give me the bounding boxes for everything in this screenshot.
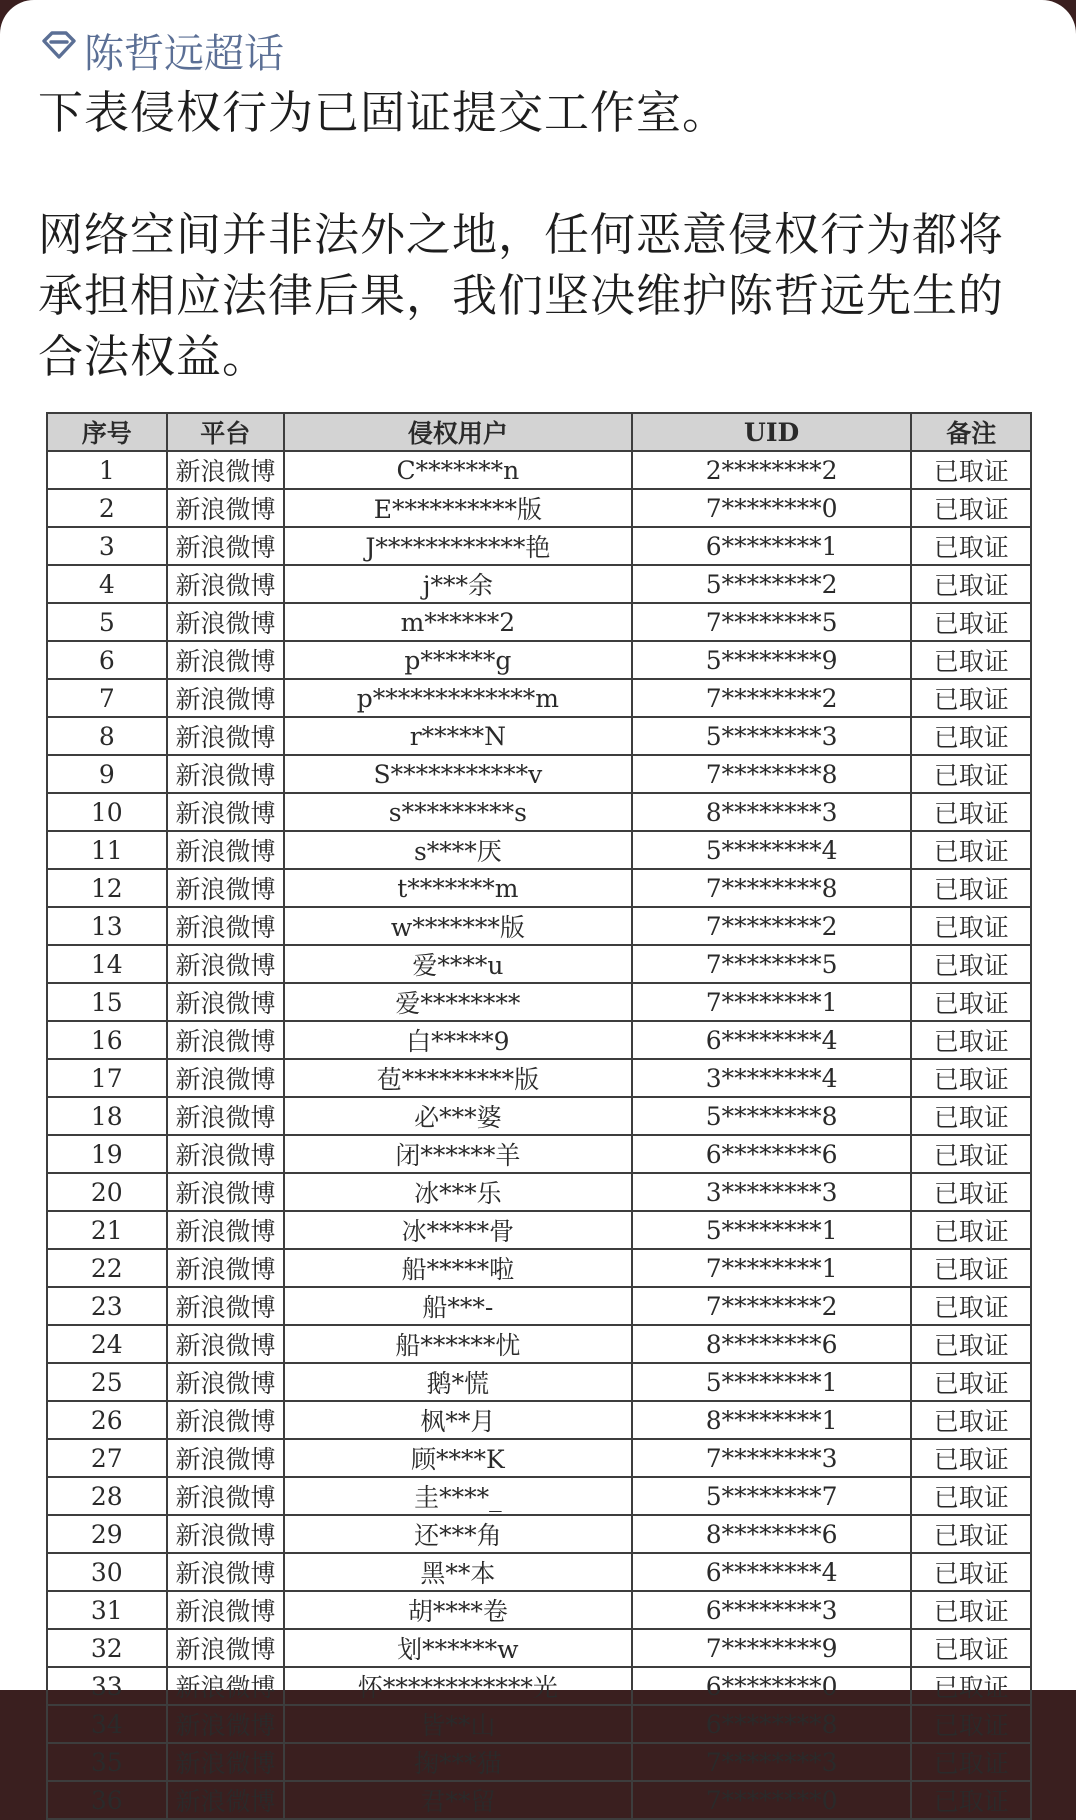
cell-platform: 新浪微博 (167, 1629, 284, 1667)
table-row (47, 1515, 1031, 1553)
table-row (47, 1439, 1031, 1477)
cell-uid: 7********3 (632, 1743, 912, 1781)
table-row (47, 1363, 1031, 1401)
cell-note: 已取证 (911, 1667, 1031, 1705)
cell-note: 已取证 (911, 1097, 1031, 1135)
header-user: 侵权用户 (284, 413, 632, 451)
cell-note: 已取证 (911, 831, 1031, 869)
cell-platform: 新浪微博 (167, 603, 284, 641)
cell-uid: 6********1 (632, 527, 912, 565)
cell-platform: 新浪微博 (167, 1021, 284, 1059)
table-row (47, 717, 1031, 755)
cell-uid: 6********0 (632, 1667, 912, 1705)
cell-user: C*******n (284, 451, 632, 489)
cell-uid: 7********8 (632, 869, 912, 907)
cell-user: j***余 (284, 565, 632, 603)
cell-user: 顾****K (284, 1439, 632, 1477)
cell-user: 船*****啦 (284, 1249, 632, 1287)
cell-uid: 6********8 (632, 1705, 912, 1743)
cell-platform: 新浪微博 (167, 489, 284, 527)
cell-uid: 6********4 (632, 1553, 912, 1591)
cell-index: 29 (47, 1515, 167, 1553)
cell-uid: 2********2 (632, 451, 912, 489)
cell-index: 16 (47, 1021, 167, 1059)
header-uid: UID (632, 413, 912, 451)
cell-user: 冰***乐 (284, 1173, 632, 1211)
cell-index: 3 (47, 527, 167, 565)
table-row (47, 1781, 1031, 1819)
cell-platform: 新浪微博 (167, 1059, 284, 1097)
cell-platform: 新浪微博 (167, 565, 284, 603)
cell-note: 已取证 (911, 1363, 1031, 1401)
cell-index: 10 (47, 793, 167, 831)
cell-user: p*************m (284, 679, 632, 717)
cell-note: 已取证 (911, 869, 1031, 907)
table-row (47, 1249, 1031, 1287)
header-note: 备注 (911, 413, 1031, 451)
cell-uid: 7********0 (632, 489, 912, 527)
cell-index: 5 (47, 603, 167, 641)
cell-user: 君**留 (284, 1781, 632, 1819)
table-row (47, 1705, 1031, 1743)
post-line-1: 下表侵权行为已固证提交工作室。 (38, 86, 729, 139)
cell-note: 已取证 (911, 679, 1031, 717)
cell-note: 已取证 (911, 717, 1031, 755)
cell-index: 30 (47, 1553, 167, 1591)
cell-note: 已取证 (911, 1553, 1031, 1591)
cell-platform: 新浪微博 (167, 1553, 284, 1591)
cell-index: 35 (47, 1743, 167, 1781)
cell-user: 爱******** (284, 983, 632, 1021)
cell-platform: 新浪微博 (167, 1287, 284, 1325)
cell-platform: 新浪微博 (167, 907, 284, 945)
cell-uid: 5********2 (632, 565, 912, 603)
table-row (47, 1629, 1031, 1667)
cell-platform: 新浪微博 (167, 679, 284, 717)
cell-note: 已取证 (911, 1629, 1031, 1667)
cell-user: 苞*********版 (284, 1059, 632, 1097)
cell-platform: 新浪微博 (167, 1515, 284, 1553)
cell-user: r*****N (284, 717, 632, 755)
cell-platform: 新浪微博 (167, 983, 284, 1021)
cell-note: 已取证 (911, 641, 1031, 679)
table-row (47, 1287, 1031, 1325)
cell-user: 圭****_ (284, 1477, 632, 1515)
table-row (47, 1097, 1031, 1135)
cell-uid: 8********1 (632, 1401, 912, 1439)
cell-user: J************艳 (284, 527, 632, 565)
cell-uid: 7********3 (632, 1439, 912, 1477)
cell-index: 18 (47, 1097, 167, 1135)
table-header-row (47, 413, 1031, 451)
table-row (47, 603, 1031, 641)
cell-index: 12 (47, 869, 167, 907)
cell-uid: 5********4 (632, 831, 912, 869)
cell-user: s*********s (284, 793, 632, 831)
cell-platform: 新浪微博 (167, 1135, 284, 1173)
header-platform: 平台 (167, 413, 284, 451)
cell-index: 6 (47, 641, 167, 679)
cell-note: 已取证 (911, 565, 1031, 603)
table-row (47, 1173, 1031, 1211)
cell-uid: 5********1 (632, 1363, 912, 1401)
cell-uid: 7********0 (632, 1781, 912, 1819)
table-row (47, 755, 1031, 793)
cell-user: t*******m (284, 869, 632, 907)
cell-user: 划******w (284, 1629, 632, 1667)
cell-note: 已取证 (911, 451, 1031, 489)
cell-index: 11 (47, 831, 167, 869)
cell-user: 枫**月 (284, 1401, 632, 1439)
cell-user: 怀************光 (284, 1667, 632, 1705)
infringement-table-image[interactable] (46, 412, 1032, 1820)
cell-uid: 8********6 (632, 1515, 912, 1553)
cell-index: 32 (47, 1629, 167, 1667)
cell-uid: 7********8 (632, 755, 912, 793)
cell-index: 34 (47, 1705, 167, 1743)
table-row (47, 1743, 1031, 1781)
cell-uid: 7********1 (632, 1249, 912, 1287)
cell-index: 7 (47, 679, 167, 717)
cell-note: 已取证 (911, 1249, 1031, 1287)
table-row (47, 793, 1031, 831)
cell-uid: 7********2 (632, 1287, 912, 1325)
cell-note: 已取证 (911, 1021, 1031, 1059)
table-row (47, 869, 1031, 907)
cell-platform: 新浪微博 (167, 641, 284, 679)
cell-platform: 新浪微博 (167, 1705, 284, 1743)
cell-user: S***********v (284, 755, 632, 793)
cell-index: 24 (47, 1325, 167, 1363)
table-row (47, 1667, 1031, 1705)
cell-user: 冰*****骨 (284, 1211, 632, 1249)
diamond-icon (38, 24, 84, 76)
table-row (47, 1211, 1031, 1249)
cell-note: 已取证 (911, 489, 1031, 527)
cell-index: 33 (47, 1667, 167, 1705)
cell-index: 27 (47, 1439, 167, 1477)
cell-index: 26 (47, 1401, 167, 1439)
cell-user: 船******忧 (284, 1325, 632, 1363)
cell-index: 8 (47, 717, 167, 755)
table-row (47, 641, 1031, 679)
cell-index: 15 (47, 983, 167, 1021)
cell-uid: 8********6 (632, 1325, 912, 1363)
cell-uid: 8********3 (632, 793, 912, 831)
cell-note: 已取证 (911, 1211, 1031, 1249)
table-row (47, 945, 1031, 983)
cell-user: 黑**本 (284, 1553, 632, 1591)
table-row (47, 1325, 1031, 1363)
cell-user: 白*****9 (284, 1021, 632, 1059)
cell-platform: 新浪微博 (167, 1401, 284, 1439)
table-row (47, 1401, 1031, 1439)
cell-uid: 5********1 (632, 1211, 912, 1249)
cell-user: 闭******羊 (284, 1135, 632, 1173)
cell-index: 31 (47, 1591, 167, 1629)
cell-user: 皆**山 (284, 1705, 632, 1743)
cell-platform: 新浪微博 (167, 1477, 284, 1515)
cell-uid: 3********4 (632, 1059, 912, 1097)
cell-note: 已取证 (911, 793, 1031, 831)
cell-uid: 5********7 (632, 1477, 912, 1515)
topic-link[interactable] (38, 24, 284, 76)
cell-uid: 3********3 (632, 1173, 912, 1211)
cell-user: 船***- (284, 1287, 632, 1325)
cell-platform: 新浪微博 (167, 1097, 284, 1135)
post-body (38, 82, 1048, 387)
cell-note: 已取证 (911, 907, 1031, 945)
cell-platform: 新浪微博 (167, 1439, 284, 1477)
cell-uid: 5********3 (632, 717, 912, 755)
table-row (47, 565, 1031, 603)
cell-platform: 新浪微博 (167, 527, 284, 565)
cell-note: 已取证 (911, 1591, 1031, 1629)
cell-platform: 新浪微博 (167, 1363, 284, 1401)
cell-user: 鹅*慌 (284, 1363, 632, 1401)
table-row (47, 489, 1031, 527)
cell-note: 已取证 (911, 1287, 1031, 1325)
cell-platform: 新浪微博 (167, 1743, 284, 1781)
cell-platform: 新浪微博 (167, 1781, 284, 1819)
cell-platform: 新浪微博 (167, 1249, 284, 1287)
cell-index: 14 (47, 945, 167, 983)
table-row (47, 1591, 1031, 1629)
cell-uid: 7********2 (632, 907, 912, 945)
cell-user: 必***婆 (284, 1097, 632, 1135)
cell-note: 已取证 (911, 1325, 1031, 1363)
cell-user: 胡****卷 (284, 1591, 632, 1629)
cell-platform: 新浪微博 (167, 451, 284, 489)
cell-index: 20 (47, 1173, 167, 1211)
table-row (47, 1553, 1031, 1591)
cell-note: 已取证 (911, 603, 1031, 641)
cell-index: 9 (47, 755, 167, 793)
cell-note: 已取证 (911, 1135, 1031, 1173)
table-row (47, 1477, 1031, 1515)
post-paragraph-2: 网络空间并非法外之地，任何恶意侵权行为都将承担相应法律后果，我们坚决维护陈哲远先生的合法权益。 (38, 208, 1005, 383)
cell-index: 25 (47, 1363, 167, 1401)
table-row (47, 451, 1031, 489)
cell-index: 19 (47, 1135, 167, 1173)
cell-platform: 新浪微博 (167, 1667, 284, 1705)
cell-note: 已取证 (911, 1401, 1031, 1439)
cell-note: 已取证 (911, 1059, 1031, 1097)
cell-uid: 6********4 (632, 1021, 912, 1059)
cell-uid: 7********5 (632, 603, 912, 641)
cell-note: 已取证 (911, 1173, 1031, 1211)
cell-user: E**********版 (284, 489, 632, 527)
cell-note: 已取证 (911, 945, 1031, 983)
cell-platform: 新浪微博 (167, 1211, 284, 1249)
cell-note: 已取证 (911, 1439, 1031, 1477)
cell-index: 21 (47, 1211, 167, 1249)
cell-note: 已取证 (911, 1477, 1031, 1515)
cell-index: 36 (47, 1781, 167, 1819)
cell-note: 已取证 (911, 755, 1031, 793)
cell-platform: 新浪微博 (167, 1591, 284, 1629)
topic-label: 陈哲远超话 (84, 30, 284, 77)
cell-index: 22 (47, 1249, 167, 1287)
cell-platform: 新浪微博 (167, 1173, 284, 1211)
cell-index: 4 (47, 565, 167, 603)
cell-user: s****厌 (284, 831, 632, 869)
cell-index: 23 (47, 1287, 167, 1325)
cell-note: 已取证 (911, 527, 1031, 565)
cell-uid: 7********5 (632, 945, 912, 983)
cell-platform: 新浪微博 (167, 831, 284, 869)
cell-platform: 新浪微博 (167, 717, 284, 755)
table-row (47, 679, 1031, 717)
cell-user: 还***角 (284, 1515, 632, 1553)
cell-index: 28 (47, 1477, 167, 1515)
cell-platform: 新浪微博 (167, 755, 284, 793)
cell-platform: 新浪微博 (167, 869, 284, 907)
cell-uid: 5********9 (632, 641, 912, 679)
table-row (47, 831, 1031, 869)
cell-index: 13 (47, 907, 167, 945)
cell-uid: 7********9 (632, 1629, 912, 1667)
cell-user: m******2 (284, 603, 632, 641)
header-index: 序号 (47, 413, 167, 451)
table-row (47, 1135, 1031, 1173)
cell-uid: 7********2 (632, 679, 912, 717)
cell-note: 已取证 (911, 983, 1031, 1021)
cell-note: 已取证 (911, 1515, 1031, 1553)
cell-user: p******g (284, 641, 632, 679)
cell-user: 掬***猫 (284, 1743, 632, 1781)
cell-platform: 新浪微博 (167, 945, 284, 983)
table-row (47, 1021, 1031, 1059)
cell-uid: 6********3 (632, 1591, 912, 1629)
cell-uid: 7********1 (632, 983, 912, 1021)
cell-user: 爱****u (284, 945, 632, 983)
cell-note: 已取证 (911, 1743, 1031, 1781)
cell-uid: 5********8 (632, 1097, 912, 1135)
cell-user: w*******版 (284, 907, 632, 945)
cell-note: 已取证 (911, 1781, 1031, 1819)
table-row (47, 983, 1031, 1021)
table-row (47, 1059, 1031, 1097)
table-row (47, 907, 1031, 945)
cell-note: 已取证 (911, 1705, 1031, 1743)
cell-platform: 新浪微博 (167, 793, 284, 831)
table-row (47, 527, 1031, 565)
cell-platform: 新浪微博 (167, 1325, 284, 1363)
cell-index: 17 (47, 1059, 167, 1097)
cell-index: 1 (47, 451, 167, 489)
cell-index: 2 (47, 489, 167, 527)
cell-uid: 6********6 (632, 1135, 912, 1173)
